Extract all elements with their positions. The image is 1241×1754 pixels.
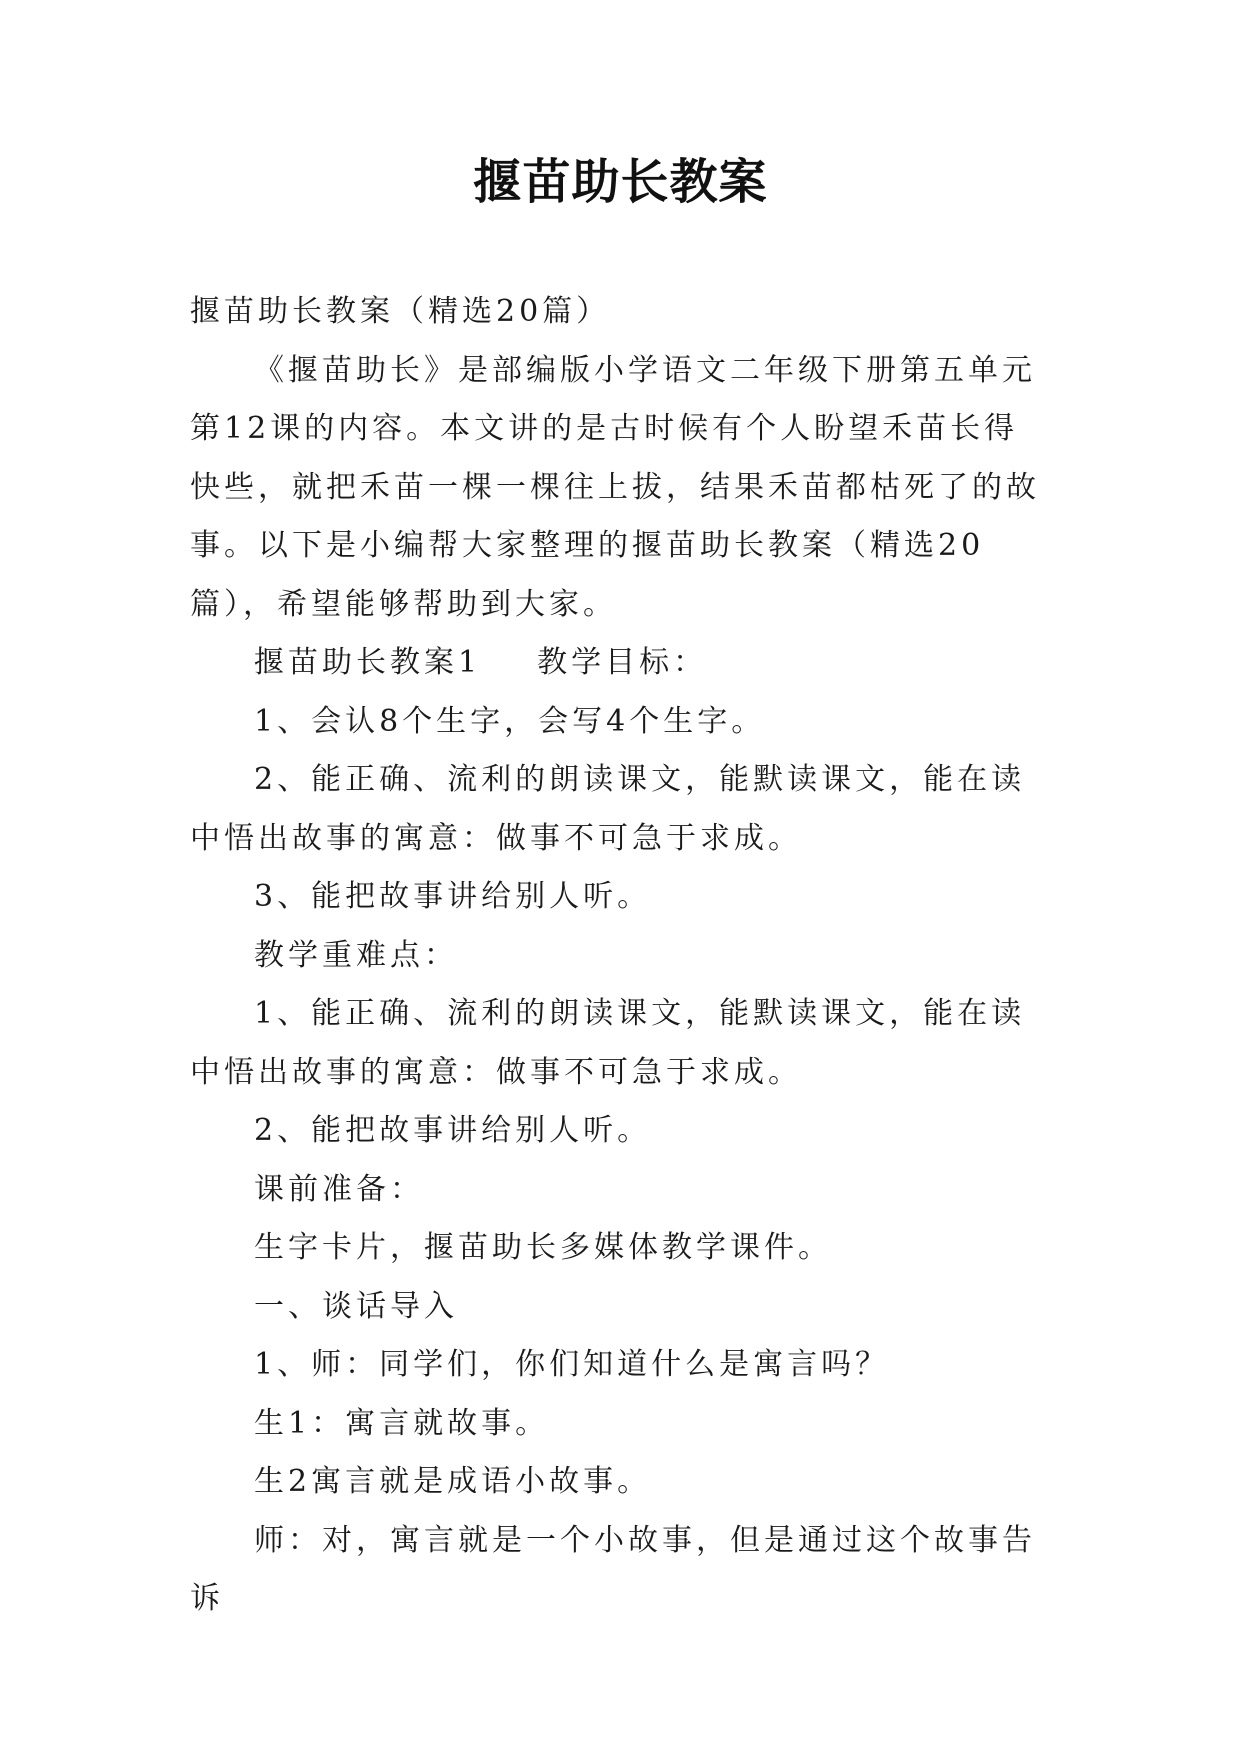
objective-1: 1、会认8个生字，会写4个生字。 xyxy=(254,703,766,739)
key-points-label: 教学重难点： xyxy=(254,937,458,973)
objectives-label: 教学目标： xyxy=(537,645,708,680)
student-answer-1: 生1：寓言就故事。 xyxy=(254,1405,550,1441)
prep-text: 生字卡片，揠苗助长多媒体教学课件。 xyxy=(254,1230,832,1265)
document-subtitle: 揠苗助长教案（精选20篇） xyxy=(190,294,611,329)
objective-3: 3、能把故事讲给别人听。 xyxy=(254,879,652,914)
step-1-heading: 一、谈话导入 xyxy=(254,1288,458,1324)
document-body xyxy=(190,283,1052,1629)
objective-2: 2、能正确、流利的朗读课文，能默读课文，能在读中悟出故事的寓意：做事不可急于求成。 xyxy=(190,762,1026,856)
document-title: 揠苗助长教案 xyxy=(473,154,768,210)
section1-heading: 揠苗助长教案1 xyxy=(254,645,482,680)
key-point-2: 2、能把故事讲给别人听。 xyxy=(254,1113,652,1148)
intro-paragraph: 《揠苗助长》是部编版小学语文二年级下册第五单元第12课的内容。本文讲的是古时候有个人盼望禾苗长得快些，就把禾苗一棵一棵往上拔，结果禾苗都枯死了的故事。以下是小编帮大家整理的揠苗助长教案（精选20篇），希望能够帮助到大家。 xyxy=(190,352,1040,622)
teacher-question-1: 1、师：同学们，你们知道什么是寓言吗？ xyxy=(254,1347,890,1382)
teacher-response-1: 师：对，寓言就是一个小故事，但是通过这个故事告诉 xyxy=(190,1522,1036,1616)
key-point-1: 1、能正确、流利的朗读课文，能默读课文，能在读中悟出故事的寓意：做事不可急于求成。 xyxy=(190,996,1026,1090)
prep-label: 课前准备： xyxy=(254,1171,424,1207)
section-heading-line xyxy=(190,634,1052,693)
student-answer-2: 生2寓言就是成语小故事。 xyxy=(254,1464,652,1499)
